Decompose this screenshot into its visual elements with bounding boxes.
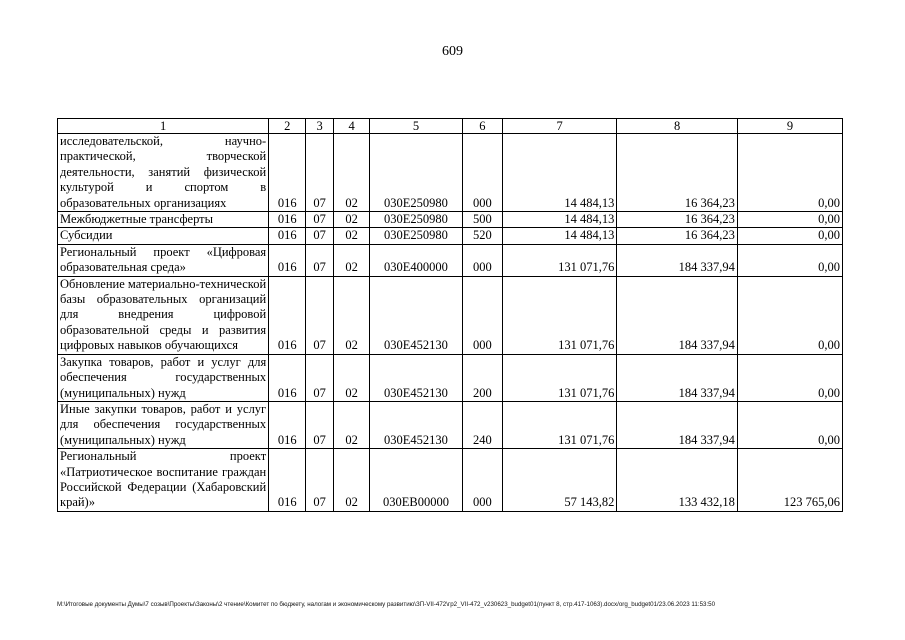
amount-col9-cell: 0,00 [737,354,842,401]
row-name-cell: Обновление материально-технической базы образовательных организаций для внедрения цифровой образовательной среды и развития цифровых навыков обучающихся [58,276,269,354]
row-name-cell: Межбюджетные трансферты [58,212,269,228]
amount-col7-cell: 14 484,13 [503,212,617,228]
ministry-code-cell: 016 [269,228,306,244]
section-code-cell: 07 [306,228,334,244]
subsection-code-cell: 02 [334,228,370,244]
row-name-cell: Региональный проект «Цифровая образовательная среда» [58,244,269,276]
target-article-cell: 030E452130 [370,401,463,448]
target-article-cell: 030E250980 [370,228,463,244]
expense-type-cell: 200 [462,354,502,401]
amount-col7-cell: 131 071,76 [503,244,617,276]
row-name-cell: Региональный проект «Патриотическое воспитание граждан Российской Федерации (Хабаровский край)» [58,449,269,512]
row-name-cell: Иные закупки товаров, работ и услуг для обеспечения государственных (муниципальных) нужд [58,401,269,448]
target-article-cell: 030E250980 [370,212,463,228]
subsection-code-cell: 02 [334,354,370,401]
amount-col7-cell: 131 071,76 [503,354,617,401]
amount-col7-cell: 131 071,76 [503,276,617,354]
table-row [58,449,843,512]
header-cell: 2 [269,119,306,134]
amount-col9-cell: 123 765,06 [737,449,842,512]
amount-col9-cell: 0,00 [737,134,842,212]
section-code-cell: 07 [306,354,334,401]
amount-col7-cell: 14 484,13 [503,228,617,244]
table-row [58,134,843,212]
header-cell: 8 [617,119,738,134]
subsection-code-cell: 02 [334,276,370,354]
header-cell: 6 [462,119,502,134]
ministry-code-cell: 016 [269,276,306,354]
section-code-cell: 07 [306,244,334,276]
subsection-code-cell: 02 [334,212,370,228]
subsection-code-cell: 02 [334,449,370,512]
expense-type-cell: 000 [462,134,502,212]
subsection-code-cell: 02 [334,401,370,448]
subsection-code-cell: 02 [334,244,370,276]
subsection-code-cell: 02 [334,134,370,212]
ministry-code-cell: 016 [269,244,306,276]
amount-col9-cell: 0,00 [737,228,842,244]
target-article-cell: 030E400000 [370,244,463,276]
expense-type-cell: 240 [462,401,502,448]
table-row [58,228,843,244]
table-row [58,276,843,354]
target-article-cell: 030E452130 [370,276,463,354]
amount-col8-cell: 16 364,23 [617,134,738,212]
amount-col8-cell: 184 337,94 [617,244,738,276]
expense-type-cell: 500 [462,212,502,228]
ministry-code-cell: 016 [269,212,306,228]
header-cell: 9 [737,119,842,134]
table-row [58,354,843,401]
header-cell: 4 [334,119,370,134]
ministry-code-cell: 016 [269,354,306,401]
header-cell: 1 [58,119,269,134]
section-code-cell: 07 [306,449,334,512]
amount-col8-cell: 16 364,23 [617,212,738,228]
ministry-code-cell: 016 [269,134,306,212]
ministry-code-cell: 016 [269,449,306,512]
amount-col8-cell: 184 337,94 [617,276,738,354]
amount-col9-cell: 0,00 [737,401,842,448]
expense-type-cell: 000 [462,449,502,512]
target-article-cell: 030E250980 [370,134,463,212]
row-name-cell: Закупка товаров, работ и услуг для обеспечения государственных (муниципальных) нужд [58,354,269,401]
table-row [58,401,843,448]
target-article-cell: 030EB00000 [370,449,463,512]
section-code-cell: 07 [306,276,334,354]
expense-type-cell: 000 [462,244,502,276]
amount-col9-cell: 0,00 [737,276,842,354]
table-row [58,244,843,276]
target-article-cell: 030E452130 [370,354,463,401]
row-name-cell: исследовательской, научно-практической, творческой деятельности, занятий физической культурой и спортом в образовательных организациях [58,134,269,212]
amount-col8-cell: 133 432,18 [617,449,738,512]
header-cell: 5 [370,119,463,134]
amount-col8-cell: 184 337,94 [617,401,738,448]
section-code-cell: 07 [306,134,334,212]
amount-col9-cell: 0,00 [737,244,842,276]
amount-col7-cell: 131 071,76 [503,401,617,448]
amount-col8-cell: 16 364,23 [617,228,738,244]
amount-col7-cell: 14 484,13 [503,134,617,212]
section-code-cell: 07 [306,212,334,228]
header-cell: 7 [503,119,617,134]
page-number: 609 [442,44,463,59]
header-cell: 3 [306,119,334,134]
expense-type-cell: 000 [462,276,502,354]
header-row [58,119,843,134]
expense-type-cell: 520 [462,228,502,244]
amount-col7-cell: 57 143,82 [503,449,617,512]
amount-col9-cell: 0,00 [737,212,842,228]
section-code-cell: 07 [306,401,334,448]
document-path-footer: M:\Итоговые документы Думы\7 созыв\Проекты\Законы\2 чтение\Комитет по бюджету, налогам и экономическому развитию\ЗП-VII-472\гр2_VII-472_v230623_budget01(пункт 8, стр.417-1063).docx/org_budget01/23.06.2023 11:53:50 [57,601,716,608]
amount-col8-cell: 184 337,94 [617,354,738,401]
row-name-cell: Субсидии [58,228,269,244]
table-row [58,212,843,228]
ministry-code-cell: 016 [269,401,306,448]
budget-table [57,118,843,512]
